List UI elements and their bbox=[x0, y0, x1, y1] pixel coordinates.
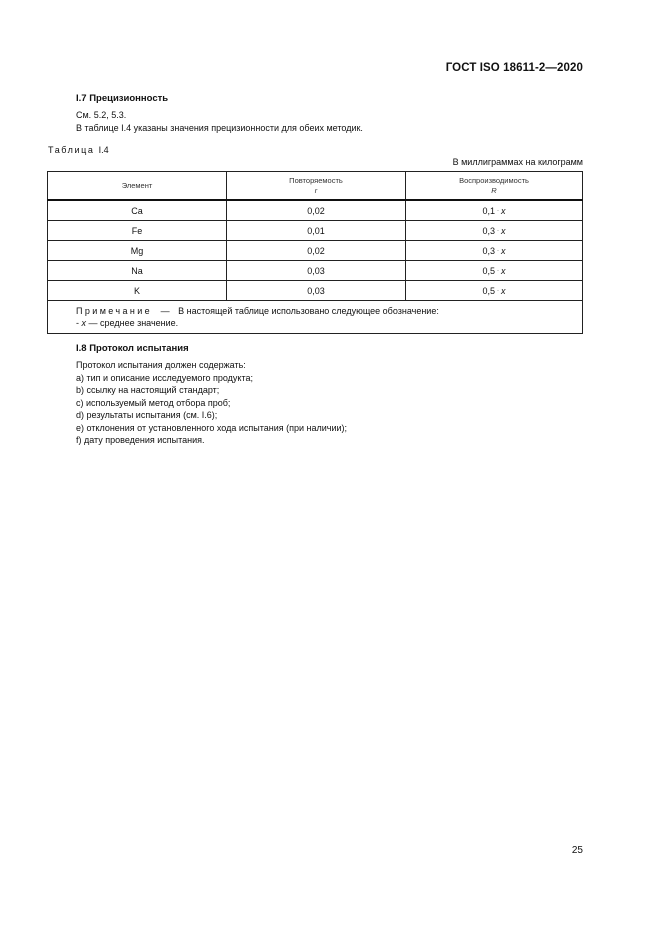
precision-table bbox=[47, 171, 583, 334]
section-i7-line: См. 5.2, 5.3. bbox=[76, 110, 127, 120]
table-caption-number: I.4 bbox=[98, 145, 109, 155]
section-i8-intro: Протокол испытания должен содержать: bbox=[76, 360, 246, 370]
note-dash: — bbox=[160, 306, 170, 316]
cell-repeatability: 0,03 bbox=[227, 261, 406, 281]
table-caption bbox=[48, 145, 109, 155]
note-text: В настоящей таблице использовано следующее обозначение: bbox=[178, 306, 439, 316]
cell-repeatability: 0,01 bbox=[227, 221, 406, 241]
section-i7-body bbox=[76, 109, 596, 134]
cell-element: Mg bbox=[48, 241, 227, 261]
note-def-text: — среднее значение. bbox=[88, 318, 179, 328]
document-code: ГОСТ ISO 18611-2—2020 bbox=[445, 62, 583, 74]
section-i7-line: В таблице I.4 указаны значения прецизионности для обеих методик. bbox=[76, 122, 363, 133]
table-row bbox=[48, 261, 583, 281]
table-note bbox=[48, 301, 583, 334]
cell-reproducibility: 0,3 · x bbox=[406, 221, 583, 241]
cell-reproducibility: 0,5 · x bbox=[406, 261, 583, 281]
table-row bbox=[48, 221, 583, 241]
section-i8-title: I.8 Протокол испытания bbox=[76, 343, 189, 354]
header-reproducibility: Воспроизводимость R bbox=[406, 172, 583, 201]
table-row bbox=[48, 200, 583, 221]
cell-reproducibility: 0,1 · x bbox=[406, 200, 583, 221]
section-i8-body bbox=[76, 359, 596, 447]
list-item: a) тип и описание исследуемого продукта; bbox=[76, 372, 253, 383]
cell-reproducibility: 0,3 · x bbox=[406, 241, 583, 261]
cell-element: Ca bbox=[48, 200, 227, 221]
list-item: e) отклонения от установленного хода испытания (при наличии); bbox=[76, 422, 348, 433]
table-header-row bbox=[48, 172, 583, 201]
list-item: b) ссылку на настоящий стандарт; bbox=[76, 385, 220, 395]
page-number: 25 bbox=[571, 845, 583, 856]
repeatability-symbol: r bbox=[314, 185, 318, 195]
table-row bbox=[48, 281, 583, 301]
list-item: d) результаты испытания (см. I.6); bbox=[76, 410, 218, 420]
note-def-var: x bbox=[81, 318, 87, 328]
reproducibility-symbol: R bbox=[491, 185, 497, 195]
cell-element: Na bbox=[48, 261, 227, 281]
list-item: f) дату проведения испытания. bbox=[76, 435, 205, 445]
section-i7-title: I.7 Прецизионность bbox=[76, 93, 169, 104]
table-caption-label: Таблица bbox=[48, 145, 95, 155]
cell-repeatability: 0,02 bbox=[227, 200, 406, 221]
cell-reproducibility: 0,5 · x bbox=[406, 281, 583, 301]
cell-element: K bbox=[48, 281, 227, 301]
table-row bbox=[48, 241, 583, 261]
header-element: Элемент bbox=[48, 172, 227, 201]
note-def-prefix: - bbox=[76, 318, 79, 328]
cell-repeatability: 0,02 bbox=[227, 241, 406, 261]
table-units: В миллиграммах на килограмм bbox=[452, 157, 583, 167]
list-item: c) используемый метод отбора проб; bbox=[76, 397, 231, 408]
cell-element: Fe bbox=[48, 221, 227, 241]
cell-repeatability: 0,03 bbox=[227, 281, 406, 301]
note-label: Примечание bbox=[76, 306, 153, 316]
header-repeatability: Повторяемость r bbox=[227, 172, 406, 201]
table-note-row bbox=[48, 301, 583, 334]
